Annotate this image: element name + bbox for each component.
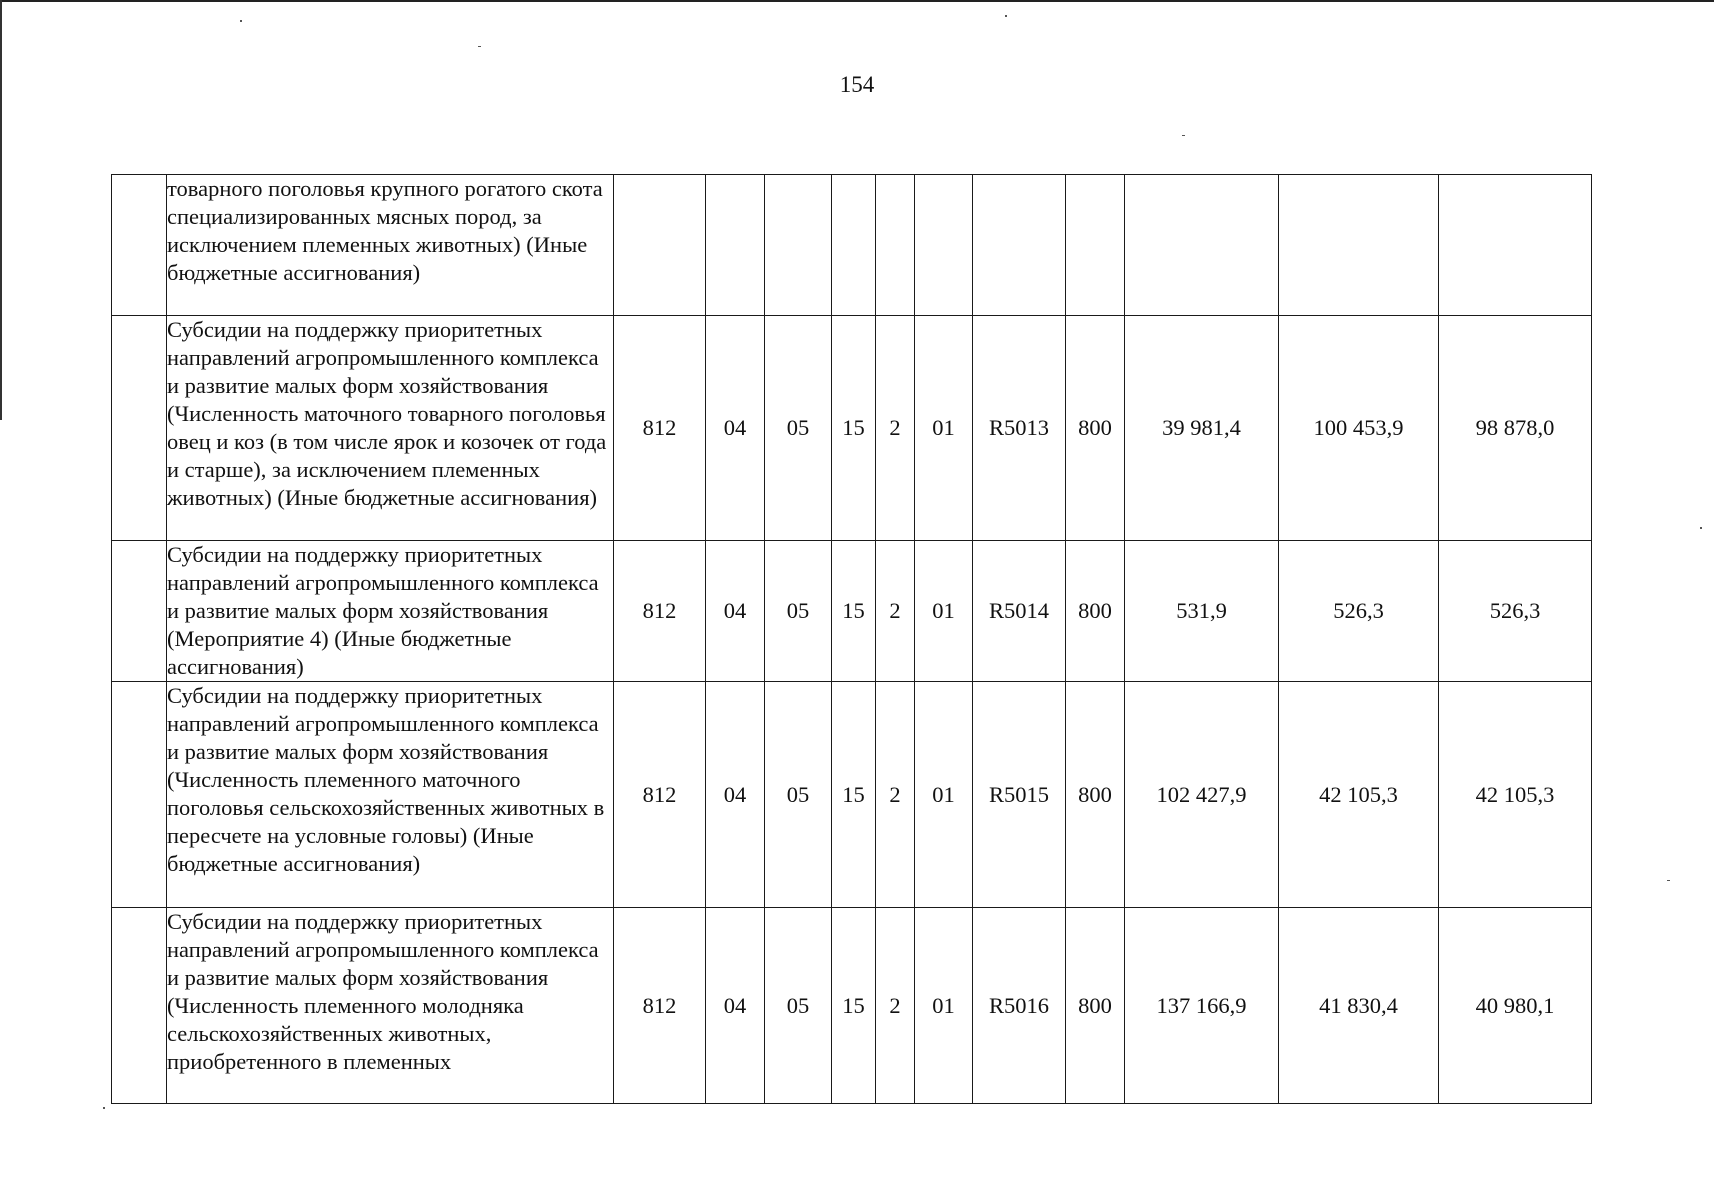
table-row — [112, 175, 1592, 316]
expense-type-cell — [1066, 175, 1125, 316]
scan-speck — [478, 46, 481, 47]
section-code-cell: 04 — [706, 541, 765, 682]
section-code-cell: 04 — [706, 682, 765, 908]
amount-3-cell: 526,3 — [1439, 541, 1592, 682]
row-index-cell — [112, 908, 167, 1104]
table-row — [112, 908, 1592, 1104]
table-row — [112, 682, 1592, 908]
row-index-cell — [112, 175, 167, 316]
section-code-cell: 04 — [706, 908, 765, 1104]
amount-1-cell: 531,9 — [1125, 541, 1279, 682]
amount-1-cell: 102 427,9 — [1125, 682, 1279, 908]
amount-2-cell: 42 105,3 — [1279, 682, 1439, 908]
section-code-cell: 04 — [706, 316, 765, 541]
amount-2-cell — [1279, 175, 1439, 316]
table-row — [112, 541, 1592, 682]
scan-speck — [103, 1107, 105, 1109]
subsection-code-cell: 05 — [765, 316, 832, 541]
scan-speck — [240, 20, 242, 22]
description-cell: товарного поголовья крупного рогатого скота специализированных мясных пород, за исключением племенных животных) (Иные бюджетные ассигнования) — [167, 175, 614, 316]
ministry-code-cell: 812 — [614, 316, 706, 541]
row-index-cell — [112, 682, 167, 908]
event-code-cell: 01 — [915, 316, 973, 541]
subprogram-code-cell: 2 — [876, 682, 915, 908]
subsection-code-cell: 05 — [765, 682, 832, 908]
direction-code-cell — [973, 175, 1066, 316]
expense-type-cell: 800 — [1066, 541, 1125, 682]
page-number: 154 — [839, 72, 875, 97]
direction-code-cell: R5014 — [973, 541, 1066, 682]
ministry-code-cell: 812 — [614, 541, 706, 682]
amount-2-cell: 526,3 — [1279, 541, 1439, 682]
subprogram-code-cell: 2 — [876, 541, 915, 682]
amount-3-cell — [1439, 175, 1592, 316]
event-code-cell: 01 — [915, 908, 973, 1104]
row-index-cell — [112, 541, 167, 682]
scan-left-edge — [0, 0, 2, 420]
expense-type-cell: 800 — [1066, 316, 1125, 541]
description-cell: Субсидии на поддержку приоритетных направлений агропромышленного комплекса и развитие малых форм хозяйствования (Численность маточного товарного поголовья овец и коз (в том числе ярок и козочек от года и старше), за исключением племенных животных) (Иные бюджетные ассигнования) — [167, 316, 614, 541]
subprogram-code-cell: 2 — [876, 908, 915, 1104]
amount-3-cell: 42 105,3 — [1439, 682, 1592, 908]
program-code-cell — [832, 175, 876, 316]
program-code-cell: 15 — [832, 541, 876, 682]
row-index-cell — [112, 316, 167, 541]
subprogram-code-cell — [876, 175, 915, 316]
ministry-code-cell: 812 — [614, 908, 706, 1104]
table-row — [112, 316, 1592, 541]
amount-3-cell: 40 980,1 — [1439, 908, 1592, 1104]
event-code-cell: 01 — [915, 682, 973, 908]
program-code-cell: 15 — [832, 682, 876, 908]
subprogram-code-cell: 2 — [876, 316, 915, 541]
section-code-cell — [706, 175, 765, 316]
amount-2-cell: 100 453,9 — [1279, 316, 1439, 541]
scan-speck — [1700, 527, 1702, 529]
program-code-cell: 15 — [832, 908, 876, 1104]
scan-speck — [1005, 15, 1007, 17]
amount-1-cell: 39 981,4 — [1125, 316, 1279, 541]
direction-code-cell: R5016 — [973, 908, 1066, 1104]
direction-code-cell: R5015 — [973, 682, 1066, 908]
scan-top-edge — [0, 0, 1714, 2]
budget-table — [111, 174, 1592, 1104]
event-code-cell — [915, 175, 973, 316]
subsection-code-cell: 05 — [765, 541, 832, 682]
amount-2-cell: 41 830,4 — [1279, 908, 1439, 1104]
scan-speck — [1667, 880, 1670, 881]
amount-1-cell: 137 166,9 — [1125, 908, 1279, 1104]
subsection-code-cell — [765, 175, 832, 316]
scan-speck — [1182, 135, 1185, 136]
subsection-code-cell: 05 — [765, 908, 832, 1104]
description-cell: Субсидии на поддержку приоритетных направлений агропромышленного комплекса и развитие малых форм хозяйствования (Мероприятие 4) (Иные бюджетные ассигнования) — [167, 541, 614, 682]
direction-code-cell: R5013 — [973, 316, 1066, 541]
ministry-code-cell: 812 — [614, 682, 706, 908]
amount-3-cell: 98 878,0 — [1439, 316, 1592, 541]
description-cell: Субсидии на поддержку приоритетных направлений агропромышленного комплекса и развитие малых форм хозяйствования (Численность племенного молодняка сельскохозяйственных животных, приобретенного в племенных — [167, 908, 614, 1104]
amount-1-cell — [1125, 175, 1279, 316]
expense-type-cell: 800 — [1066, 908, 1125, 1104]
description-cell: Субсидии на поддержку приоритетных направлений агропромышленного комплекса и развитие малых форм хозяйствования (Численность племенного маточного поголовья сельскохозяйственных животных в пересчете на условные головы) (Иные бюджетные ассигнования) — [167, 682, 614, 908]
program-code-cell: 15 — [832, 316, 876, 541]
ministry-code-cell — [614, 175, 706, 316]
expense-type-cell: 800 — [1066, 682, 1125, 908]
event-code-cell: 01 — [915, 541, 973, 682]
